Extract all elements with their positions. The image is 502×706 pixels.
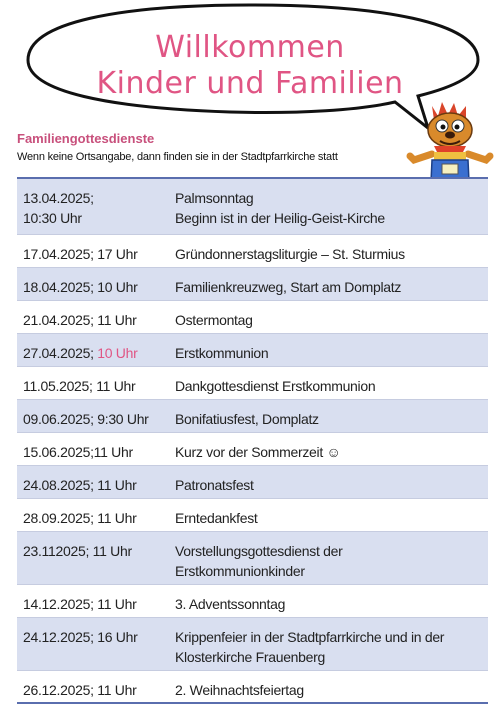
table-row [17, 179, 488, 235]
table-row [17, 433, 488, 466]
table-row [17, 466, 488, 499]
section-title: Familiengottesdienste [17, 131, 155, 146]
row-date-highlight: 10 Uhr [97, 345, 138, 361]
table-row [17, 400, 488, 433]
welcome-heading [60, 30, 440, 102]
row-date [17, 334, 171, 363]
row-event: Vorstellungsgottesdienst der Erstkommunionkinder [175, 543, 343, 579]
table-row [17, 671, 488, 704]
table-row [17, 585, 488, 618]
row-event: Bonifatiusfest, Domplatz [175, 411, 319, 427]
row-event: 3. Adventssonntag [175, 596, 286, 612]
table-row [17, 618, 488, 671]
row-event: Patronatsfest [175, 477, 254, 493]
row-date: 21.04.2025; 11 Uhr [23, 312, 137, 328]
table-row [17, 334, 488, 367]
schedule-table [17, 177, 488, 704]
row-date: 24.08.2025; 11 Uhr [23, 477, 137, 493]
table-row [17, 268, 488, 301]
row-date: 14.12.2025; 11 Uhr [23, 596, 137, 612]
table-row [17, 499, 488, 532]
row-event: Erstkommunion [175, 345, 269, 361]
section-subtitle: Wenn keine Ortsangabe, dann finden sie in der Stadtpfarrkirche statt [17, 151, 338, 163]
row-date: 24.12.2025; 16 Uhr [23, 629, 138, 645]
welcome-line-2: Kinder und Familien [96, 66, 404, 101]
table-row [17, 301, 488, 334]
row-date: 11.05.2025; 11 Uhr [23, 378, 136, 394]
row-date: 13.04.2025; 10:30 Uhr [23, 190, 94, 226]
row-date: 09.06.2025; 9:30 Uhr [23, 411, 149, 427]
row-date: 28.09.2025; 11 Uhr [23, 510, 137, 526]
row-date: 23.112025; 11 Uhr [23, 543, 132, 559]
row-event: Gründonnerstagsliturgie – St. Sturmius [175, 246, 405, 262]
row-date: 15.06.2025;11 Uhr [23, 444, 133, 460]
row-date: 26.12.2025; 11 Uhr [23, 682, 137, 698]
row-date-prefix: 27.04.2025; [23, 345, 98, 361]
welcome-line-1: Willkommen [155, 30, 345, 65]
row-event: Dankgottesdienst Erstkommunion [175, 378, 376, 394]
table-row [17, 532, 488, 585]
row-event: Ostermontag [175, 312, 253, 328]
row-event: Kurz vor der Sommerzeit ☺ [175, 444, 341, 460]
table-row [17, 367, 488, 400]
row-date: 17.04.2025; 17 Uhr [23, 246, 138, 262]
row-event: 2. Weihnachtsfeiertag [175, 682, 304, 698]
table-row [17, 235, 488, 268]
row-event: Krippenfeier in der Stadtpfarrkirche und in der Klosterkirche Frauenberg [175, 629, 445, 665]
row-event: Familienkreuzweg, Start am Domplatz [175, 279, 402, 295]
row-date: 18.04.2025; 10 Uhr [23, 279, 138, 295]
row-event: Palmsonntag Beginn ist in der Heilig-Geist-Kirche [175, 190, 385, 226]
row-event: Erntedankfest [175, 510, 258, 526]
